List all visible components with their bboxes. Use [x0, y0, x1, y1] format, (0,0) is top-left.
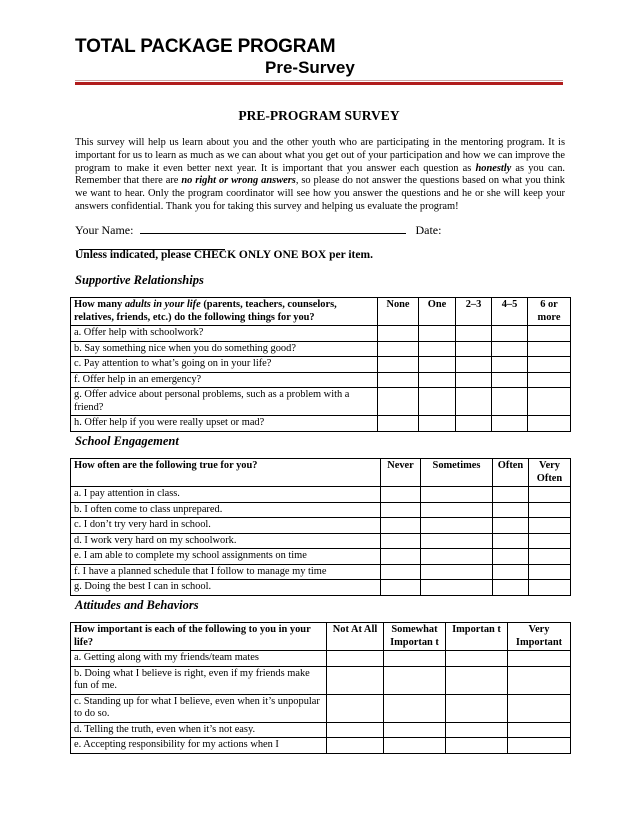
checkbox-cell[interactable]: [456, 372, 492, 388]
checkbox-cell[interactable]: [446, 694, 508, 722]
checkbox-cell[interactable]: [384, 694, 446, 722]
checkbox-cell[interactable]: [456, 388, 492, 416]
checkbox-cell[interactable]: [508, 694, 571, 722]
checkbox-cell[interactable]: [508, 666, 571, 694]
checkbox-cell[interactable]: [421, 549, 493, 565]
column-header: Importan t: [446, 623, 508, 651]
checkbox-cell[interactable]: [419, 388, 456, 416]
checkbox-cell[interactable]: [381, 518, 421, 534]
checkbox-cell[interactable]: [493, 580, 529, 596]
checkbox-cell[interactable]: [421, 533, 493, 549]
checkbox-cell[interactable]: [528, 326, 571, 342]
header-rule-thick: [75, 82, 563, 85]
checkbox-cell[interactable]: [378, 388, 419, 416]
checkbox-cell[interactable]: [493, 549, 529, 565]
checkbox-cell[interactable]: [378, 341, 419, 357]
date-label: Date:: [415, 223, 442, 237]
checkbox-cell[interactable]: [419, 326, 456, 342]
checkbox-cell[interactable]: [421, 502, 493, 518]
section-title-school: School Engagement: [75, 434, 179, 448]
checkbox-cell[interactable]: [327, 738, 384, 754]
table-header-row: [71, 459, 571, 487]
table-row: [71, 564, 571, 580]
column-header: Often: [493, 459, 529, 487]
checkbox-cell[interactable]: [446, 722, 508, 738]
question-header: How many adults in your life (parents, teachers, counselors, relatives, friends, etc.) do the following things for you?: [71, 298, 378, 326]
checkbox-cell[interactable]: [384, 722, 446, 738]
checkbox-cell[interactable]: [327, 666, 384, 694]
item-label: f. I have a planned schedule that I follow to manage my time: [71, 564, 381, 580]
item-label: a. I pay attention in class.: [71, 487, 381, 503]
table-row: [71, 549, 571, 565]
question-header: How important is each of the following to you in your life?: [71, 623, 327, 651]
checkbox-cell[interactable]: [381, 502, 421, 518]
checkbox-cell[interactable]: [529, 564, 571, 580]
item-label: d. Telling the truth, even when it’s not easy.: [71, 722, 327, 738]
column-header: 6 or more: [528, 298, 571, 326]
item-label: a. Offer help with schoolwork?: [71, 326, 378, 342]
checkbox-cell[interactable]: [456, 326, 492, 342]
table-row: [71, 738, 571, 754]
column-header: 2–3: [456, 298, 492, 326]
checkbox-cell[interactable]: [492, 388, 528, 416]
checkbox-cell[interactable]: [446, 666, 508, 694]
checkbox-cell[interactable]: [528, 372, 571, 388]
checkbox-cell[interactable]: [493, 518, 529, 534]
checkbox-cell[interactable]: [456, 341, 492, 357]
program-title: TOTAL PACKAGE PROGRAM: [75, 36, 336, 57]
checkbox-cell[interactable]: [378, 372, 419, 388]
column-header: Very Often: [529, 459, 571, 487]
table-row: [71, 357, 571, 373]
column-header: 4–5: [492, 298, 528, 326]
table-row: [71, 722, 571, 738]
checkbox-cell[interactable]: [492, 326, 528, 342]
column-header: Very Important: [508, 623, 571, 651]
table-row: [71, 341, 571, 357]
checkbox-cell[interactable]: [419, 357, 456, 373]
item-label: b. I often come to class unprepared.: [71, 502, 381, 518]
table-header-row: [71, 298, 571, 326]
item-label: f. Offer help in an emergency?: [71, 372, 378, 388]
checkbox-cell[interactable]: [508, 738, 571, 754]
table-row: [71, 372, 571, 388]
checkbox-cell[interactable]: [421, 487, 493, 503]
supportive-relationships-table: [70, 297, 571, 432]
checkbox-cell[interactable]: [419, 341, 456, 357]
item-label: g. Doing the best I can in school.: [71, 580, 381, 596]
item-label: b. Say something nice when you do something good?: [71, 341, 378, 357]
table-row: [71, 666, 571, 694]
table-row: [71, 651, 571, 667]
checkbox-cell[interactable]: [492, 357, 528, 373]
item-label: h. Offer help if you were really upset or mad?: [71, 416, 378, 432]
checkbox-cell[interactable]: [384, 738, 446, 754]
table-row: [71, 326, 571, 342]
checkbox-cell[interactable]: [528, 416, 571, 432]
checkbox-cell[interactable]: [381, 580, 421, 596]
checkbox-cell[interactable]: [529, 518, 571, 534]
table-row: [71, 487, 571, 503]
header-rule-thin: [75, 80, 563, 81]
checkbox-cell[interactable]: [528, 341, 571, 357]
section-title-attitudes: Attitudes and Behaviors: [75, 598, 199, 612]
question-header: How often are the following true for you?: [71, 459, 381, 487]
program-subtitle: Pre-Survey: [265, 58, 355, 77]
checkbox-cell[interactable]: [421, 580, 493, 596]
checkbox-cell[interactable]: [381, 487, 421, 503]
checkbox-cell[interactable]: [492, 341, 528, 357]
checkbox-cell[interactable]: [378, 416, 419, 432]
checkbox-cell[interactable]: [492, 372, 528, 388]
table-row: [71, 580, 571, 596]
checkbox-cell[interactable]: [529, 502, 571, 518]
checkbox-cell[interactable]: [529, 549, 571, 565]
item-label: c. I don’t try very hard in school.: [71, 518, 381, 534]
item-label: c. Standing up for what I believe, even when it’s unpopular to do so.: [71, 694, 327, 722]
column-header: Not At All: [327, 623, 384, 651]
instruction-text: Unless indicated, please CHECK ONLY ONE BOX per item.: [75, 249, 373, 261]
checkbox-cell[interactable]: [384, 666, 446, 694]
name-field[interactable]: [140, 222, 406, 234]
checkbox-cell[interactable]: [327, 651, 384, 667]
checkbox-cell[interactable]: [456, 357, 492, 373]
section-title-supportive: Supportive Relationships: [75, 273, 204, 287]
checkbox-cell[interactable]: [421, 518, 493, 534]
item-label: g. Offer advice about personal problems, such as a problem with a friend?: [71, 388, 378, 416]
checkbox-cell[interactable]: [528, 388, 571, 416]
column-header: Somewhat Importan t: [384, 623, 446, 651]
checkbox-cell[interactable]: [378, 326, 419, 342]
table-row: [71, 533, 571, 549]
checkbox-cell[interactable]: [529, 487, 571, 503]
checkbox-cell[interactable]: [381, 533, 421, 549]
checkbox-cell[interactable]: [384, 651, 446, 667]
checkbox-cell[interactable]: [493, 533, 529, 549]
checkbox-cell[interactable]: [327, 722, 384, 738]
item-label: d. I work very hard on my schoolwork.: [71, 533, 381, 549]
checkbox-cell[interactable]: [419, 416, 456, 432]
checkbox-cell[interactable]: [508, 651, 571, 667]
checkbox-cell[interactable]: [528, 357, 571, 373]
survey-title: PRE-PROGRAM SURVEY: [238, 108, 400, 123]
attitudes-behaviors-table: [70, 622, 571, 754]
checkbox-cell[interactable]: [419, 372, 456, 388]
table-row: [71, 388, 571, 416]
checkbox-cell[interactable]: [493, 502, 529, 518]
checkbox-cell[interactable]: [446, 738, 508, 754]
checkbox-cell[interactable]: [456, 416, 492, 432]
item-label: e. Accepting responsibility for my actions when I: [71, 738, 327, 754]
column-header: None: [378, 298, 419, 326]
table-row: [71, 694, 571, 722]
school-engagement-table: [70, 458, 571, 596]
item-label: e. I am able to complete my school assignments on time: [71, 549, 381, 565]
checkbox-cell[interactable]: [529, 580, 571, 596]
item-label: c. Pay attention to what’s going on in your life?: [71, 357, 378, 373]
table-row: [71, 518, 571, 534]
checkbox-cell[interactable]: [446, 651, 508, 667]
name-label: Your Name:: [75, 223, 134, 237]
column-header: Never: [381, 459, 421, 487]
intro-paragraph: This survey will help us learn about you and the other youth who are participating in the mentoring program. It is important for us to learn as much as we can about what you get out of your participation and how we can improve the program to make it even better next year. It is important that you answer each question as honestly as you can. Remember that there are no right or wrong answers, so please do not answer the questions based on what you think we want to hear. Only the program coordinator will see how you answer the questions and he or she will keep your answers confidential. Thank you for taking this survey and helping us evaluate the program!: [75, 137, 565, 212]
checkbox-cell[interactable]: [529, 533, 571, 549]
column-header: Sometimes: [421, 459, 493, 487]
checkbox-cell[interactable]: [493, 487, 529, 503]
checkbox-cell[interactable]: [492, 416, 528, 432]
table-row: [71, 416, 571, 432]
item-label: b. Doing what I believe is right, even if my friends make fun of me.: [71, 666, 327, 694]
checkbox-cell[interactable]: [421, 564, 493, 580]
checkbox-cell[interactable]: [493, 564, 529, 580]
checkbox-cell[interactable]: [378, 357, 419, 373]
checkbox-cell[interactable]: [381, 549, 421, 565]
table-row: [71, 502, 571, 518]
item-label: a. Getting along with my friends/team mates: [71, 651, 327, 667]
table-header-row: [71, 623, 571, 651]
checkbox-cell[interactable]: [327, 694, 384, 722]
checkbox-cell[interactable]: [508, 722, 571, 738]
column-header: One: [419, 298, 456, 326]
checkbox-cell[interactable]: [381, 564, 421, 580]
